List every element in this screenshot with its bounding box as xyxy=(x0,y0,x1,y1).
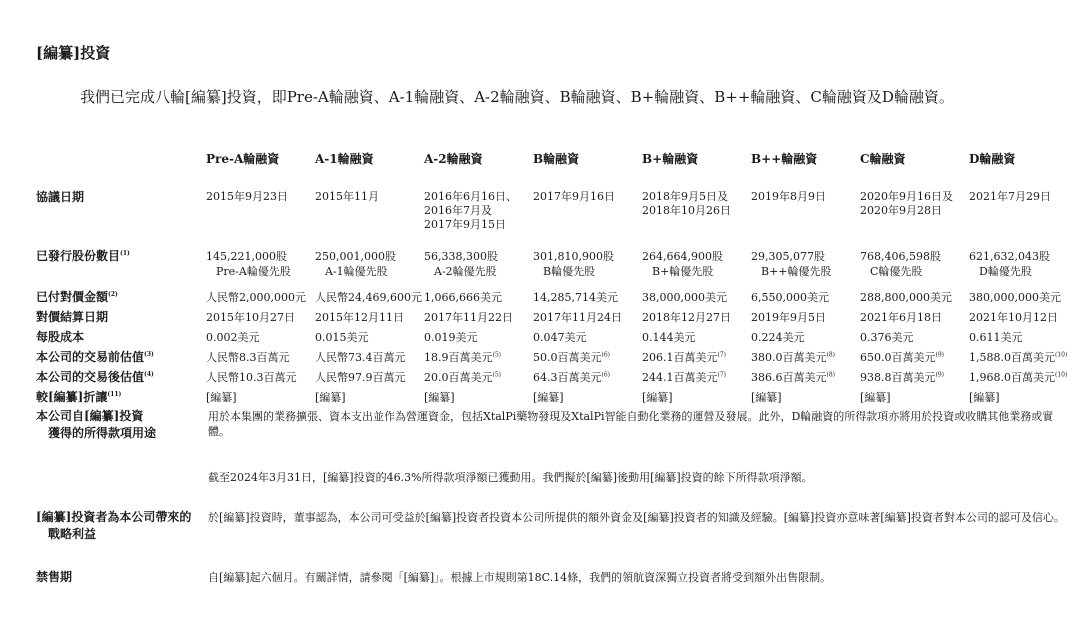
footnote-ref: (5) xyxy=(492,371,501,379)
pre-money-valuation-cell-value: 人民幣8.3百萬元 xyxy=(206,351,290,364)
pre-money-valuation-cell xyxy=(860,351,944,365)
intro-paragraph: 我們已完成八輪[編纂]投資，即Pre-A輪融資、A-1輪融資、A-2輪融資、B輪融資、B+輪融資、B++輪融資、C輪融資及D輪融資。 xyxy=(80,88,954,106)
post-money-valuation-cell-value: 1,968.0百萬美元 xyxy=(969,371,1055,384)
cost-per-share-cell: 0.002美元 xyxy=(206,331,260,344)
footnote-ref: (11) xyxy=(107,391,122,398)
footnote-ref: (10) xyxy=(1055,351,1068,359)
consideration-paid-cell: 14,285,714美元 xyxy=(533,291,618,304)
consideration-paid-cell: 人民幣2,000,000元 xyxy=(206,291,306,304)
discount-cell: [編纂] xyxy=(206,391,237,404)
row-label-pre-money: 本公司的交易前估值$^{(3)}$ xyxy=(36,350,154,364)
post-money-valuation-cell xyxy=(533,371,610,385)
shares-issued-class: B輪優先股 xyxy=(543,265,596,278)
footnote-ref: (10) xyxy=(1055,371,1068,379)
post-money-valuation-cell xyxy=(642,371,726,385)
settlement-date-cell: 2017年11月24日 xyxy=(533,311,622,324)
post-money-valuation-cell xyxy=(751,371,835,385)
agreement-date-cell-line: 2019年8月9日 xyxy=(751,190,826,203)
footnote-ref: (9) xyxy=(935,351,944,359)
footnote-ref: (8) xyxy=(826,351,835,359)
footnote-ref: (7) xyxy=(717,371,726,379)
footnote-ref: (2) xyxy=(108,291,118,298)
cost-per-share-cell: 0.611美元 xyxy=(969,331,1023,344)
post-money-valuation-cell xyxy=(860,371,944,385)
row-label-use-of-proceeds: 本公司自[編纂]投資 獲得的所得款項用途 xyxy=(36,409,157,440)
cost-per-share-cell: 0.376美元 xyxy=(860,331,914,344)
shares-issued-count: 768,406,598股 xyxy=(860,250,941,263)
pre-money-valuation-cell xyxy=(751,351,835,365)
shares-issued-count: 301,810,900股 xyxy=(533,250,614,263)
column-header: C輪融資 xyxy=(860,152,906,166)
agreement-date-cell-line: 2020年9月28日 xyxy=(860,204,942,217)
agreement-date-cell-line: 2016年7月及 xyxy=(424,204,492,217)
row-label-strategic-benefits: [編纂]投資者為本公司帶來的 戰略利益 xyxy=(36,510,192,541)
pre-money-valuation-cell xyxy=(642,351,726,365)
consideration-paid-cell: 288,800,000美元 xyxy=(860,291,952,304)
cost-per-share-cell: 0.047美元 xyxy=(533,331,587,344)
post-money-valuation-cell-value: 64.3百萬美元 xyxy=(533,371,602,384)
agreement-date-cell xyxy=(533,190,637,204)
column-header: B輪融資 xyxy=(533,152,580,166)
cost-per-share-cell: 0.019美元 xyxy=(424,331,478,344)
settlement-date-cell: 2018年12月27日 xyxy=(642,311,731,324)
pre-money-valuation-cell-value: 50.0百萬美元 xyxy=(533,351,602,364)
agreement-date-cell-line: 2020年9月16日及 xyxy=(860,190,953,203)
post-money-valuation-cell-value: 人民幣97.9百萬元 xyxy=(315,371,406,384)
post-money-valuation-cell-value: 938.8百萬美元 xyxy=(860,371,936,384)
section-heading: [編纂]投資 xyxy=(36,44,111,62)
agreement-date-cell-line: 2018年10月26日 xyxy=(642,204,731,217)
footnote-ref: (7) xyxy=(717,351,726,359)
row-label-cost-per-share: 每股成本 xyxy=(36,330,85,344)
agreement-date-cell xyxy=(751,190,855,204)
consideration-paid-cell: 6,550,000美元 xyxy=(751,291,829,304)
shares-issued-count: 621,632,043股 xyxy=(969,250,1050,263)
row-label-consideration-paid: 已付對價金額$^{(2)}$ xyxy=(36,290,118,304)
discount-cell: [編纂] xyxy=(424,391,455,404)
discount-cell: [編纂] xyxy=(969,391,1000,404)
agreement-date-cell-line: 2016年6月16日、 xyxy=(424,190,517,203)
pre-money-valuation-cell xyxy=(315,351,406,365)
agreement-date-cell xyxy=(424,190,528,232)
lockup-text: 自[編纂]起六個月。有關詳情，請參閱「[編纂]」。根據上市規則第18C.14條，我們的領航資深獨立投資者將受到額外出售限制。 xyxy=(208,571,832,584)
settlement-date-cell: 2015年12月11日 xyxy=(315,311,404,324)
use-of-proceeds-status: 截至2024年3月31日，[編纂]投資的46.3%所得款項淨額已獲動用。我們擬於[編纂]後動用[編纂]投資的餘下所得款項淨額。 xyxy=(208,471,813,484)
consideration-paid-cell: 380,000,000美元 xyxy=(969,291,1061,304)
settlement-date-cell: 2019年9月5日 xyxy=(751,311,826,324)
agreement-date-cell-line: 2015年11月 xyxy=(315,190,379,203)
pre-money-valuation-cell-value: 206.1百萬美元 xyxy=(642,351,718,364)
agreement-date-cell xyxy=(860,190,964,218)
settlement-date-cell: 2015年10月27日 xyxy=(206,311,295,324)
discount-cell: [編纂] xyxy=(315,391,346,404)
pre-money-valuation-cell-value: 1,588.0百萬美元 xyxy=(969,351,1055,364)
post-money-valuation-cell xyxy=(424,371,501,385)
pre-money-valuation-cell-value: 650.0百萬美元 xyxy=(860,351,936,364)
column-header: A-2輪融資 xyxy=(424,152,483,166)
agreement-date-cell-line: 2021年7月29日 xyxy=(969,190,1051,203)
agreement-date-cell-line: 2018年9月5日及 xyxy=(642,190,728,203)
row-label-discount: 較[編纂]折讓$^{(11)}$ xyxy=(36,390,122,404)
shares-issued-class: Pre-A輪優先股 xyxy=(216,265,291,278)
shares-issued-class: B+輪優先股 xyxy=(652,265,714,278)
shares-issued-class: C輪優先股 xyxy=(870,265,923,278)
footnote-ref: (6) xyxy=(601,371,610,379)
footnote-ref: (8) xyxy=(826,371,835,379)
row-label-lockup: 禁售期 xyxy=(36,570,73,584)
settlement-date-cell: 2021年6月18日 xyxy=(860,311,942,324)
column-header: Pre-A輪融資 xyxy=(206,152,280,166)
post-money-valuation-cell-value: 20.0百萬美元 xyxy=(424,371,493,384)
column-header: B++輪融資 xyxy=(751,152,818,166)
column-header: A-1輪融資 xyxy=(315,152,374,166)
post-money-valuation-cell xyxy=(969,371,1067,385)
footnote-ref: (3) xyxy=(144,351,154,358)
post-money-valuation-cell-value: 244.1百萬美元 xyxy=(642,371,718,384)
consideration-paid-cell: 38,000,000美元 xyxy=(642,291,727,304)
discount-cell: [編纂] xyxy=(533,391,564,404)
agreement-date-cell-line: 2017年9月15日 xyxy=(424,218,506,231)
row-label-post-money: 本公司的交易後估值$^{(4)}$ xyxy=(36,370,154,384)
shares-issued-class: A-2輪優先股 xyxy=(434,265,497,278)
agreement-date-cell xyxy=(206,190,310,204)
shares-issued-count: 145,221,000股 xyxy=(206,250,287,263)
discount-cell: [編纂] xyxy=(642,391,673,404)
agreement-date-cell xyxy=(969,190,1073,204)
footnote-ref: (4) xyxy=(144,371,154,378)
use-of-proceeds-text: 用於本集團的業務擴張、資本支出並作為營運資金，包括XtalPi藥物發現及XtalPi智能自動化業務的運營及發展。此外，D輪融資的所得款項亦將用於投資或收購其他業務或實體。 xyxy=(208,410,1054,438)
footnote-ref: (6) xyxy=(601,351,610,359)
column-header: D輪融資 xyxy=(969,152,1016,166)
pre-money-valuation-cell-value: 380.0百萬美元 xyxy=(751,351,827,364)
settlement-date-cell: 2021年10月12日 xyxy=(969,311,1058,324)
post-money-valuation-cell xyxy=(206,371,297,385)
agreement-date-cell-line: 2015年9月23日 xyxy=(206,190,288,203)
footnote-ref: (9) xyxy=(935,371,944,379)
pre-money-valuation-cell-value: 18.9百萬美元 xyxy=(424,351,493,364)
agreement-date-cell xyxy=(642,190,746,218)
cost-per-share-cell: 0.144美元 xyxy=(642,331,696,344)
pre-money-valuation-cell xyxy=(206,351,290,365)
cost-per-share-cell: 0.224美元 xyxy=(751,331,805,344)
row-label-shares-issued: 已發行股份數目$^{(1)}$ xyxy=(36,249,130,263)
post-money-valuation-cell-value: 人民幣10.3百萬元 xyxy=(206,371,297,384)
pre-money-valuation-cell-value: 人民幣73.4百萬元 xyxy=(315,351,406,364)
column-header: B+輪融資 xyxy=(642,152,699,166)
shares-issued-count: 29,305,077股 xyxy=(751,250,825,263)
agreement-date-cell-line: 2017年9月16日 xyxy=(533,190,615,203)
pre-money-valuation-cell xyxy=(969,351,1067,365)
consideration-paid-cell: 1,066,666美元 xyxy=(424,291,502,304)
footnote-ref: (1) xyxy=(120,250,130,257)
consideration-paid-cell: 人民幣24,469,600元 xyxy=(315,291,422,304)
discount-cell: [編纂] xyxy=(860,391,891,404)
shares-issued-count: 264,664,900股 xyxy=(642,250,723,263)
cost-per-share-cell: 0.015美元 xyxy=(315,331,369,344)
shares-issued-count: 56,338,300股 xyxy=(424,250,498,263)
agreement-date-cell xyxy=(315,190,419,204)
footnote-ref: (5) xyxy=(492,351,501,359)
pre-money-valuation-cell xyxy=(424,351,501,365)
discount-cell: [編纂] xyxy=(751,391,782,404)
settlement-date-cell: 2017年11月22日 xyxy=(424,311,513,324)
shares-issued-class: A-1輪優先股 xyxy=(325,265,388,278)
strategic-benefits-text: 於[編纂]投資時，董事認為，本公司可受益於[編纂]投資者投資本公司所提供的額外資金及[編纂]投資者的知識及經驗。[編纂]投資亦意味著[編纂]投資者對本公司的認可及信心。 xyxy=(208,511,1065,524)
pre-money-valuation-cell xyxy=(533,351,610,365)
post-money-valuation-cell-value: 386.6百萬美元 xyxy=(751,371,827,384)
row-label-agreement-date: 協議日期 xyxy=(36,190,85,204)
post-money-valuation-cell xyxy=(315,371,406,385)
shares-issued-class: D輪優先股 xyxy=(979,265,1032,278)
shares-issued-count: 250,001,000股 xyxy=(315,250,396,263)
row-label-settlement-date: 對價結算日期 xyxy=(36,310,109,324)
shares-issued-class: B++輪優先股 xyxy=(761,265,832,278)
